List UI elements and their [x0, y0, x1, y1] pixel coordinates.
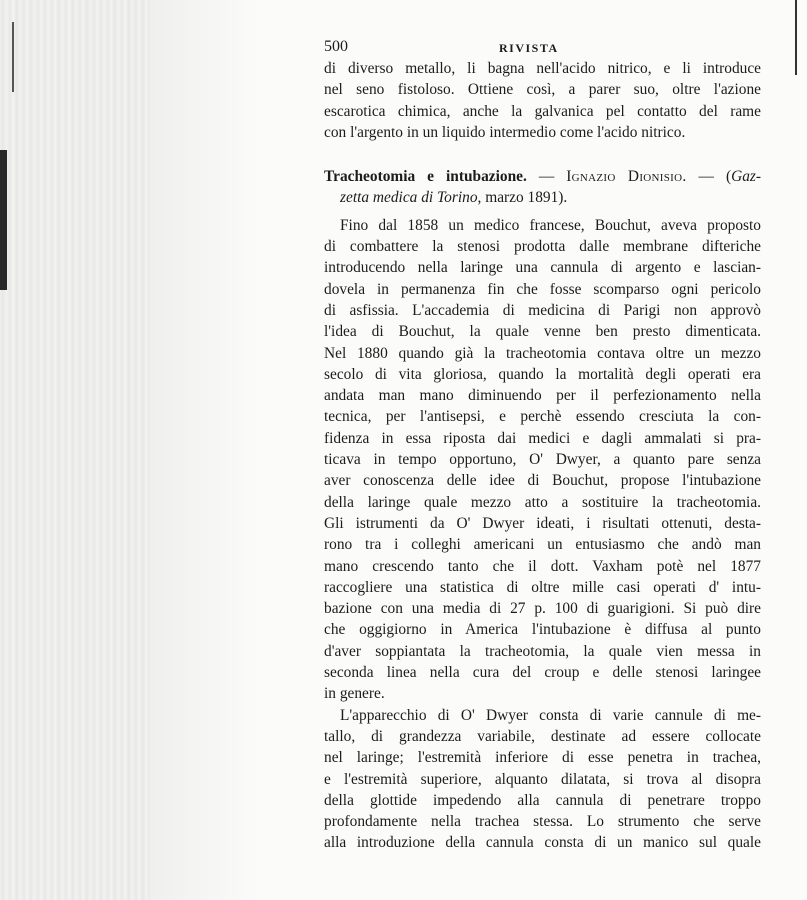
text-line: e l'estremità superiore, alquanto dilatata, si trova al disopra: [324, 770, 761, 788]
article-heading: [324, 166, 761, 209]
text-line: L'apparecchio di O' Dwyer consta di varie cannule di me-: [340, 706, 761, 724]
text-line: tecnica, per l'antisepsi, e perchè essendo cresciuta la con-: [324, 408, 761, 426]
heading-line: [324, 166, 761, 187]
source-fragment: Gaz-: [731, 168, 762, 186]
gutter-shadow: [150, 0, 260, 900]
text-line: raccogliere una statistica di oltre mille casi operati d' intu-: [324, 578, 761, 596]
text-line: alla introduzione della cannula consta di un manico sul quale: [324, 834, 761, 852]
text-line: che oggigiorno in America l'intubazione è diffusa al punto: [324, 621, 761, 639]
text-line: bazione con una media di 27 p. 100 di guarigioni. Si può dire: [324, 600, 761, 618]
page-gutter: [0, 0, 150, 900]
text-line: profondamente nella trachea stessa. Lo strumento che serve: [324, 813, 761, 831]
text-line: con l'argento in un liquido intermedio come l'acido nitrico.: [324, 123, 686, 141]
text-line: fidenza in essa riposta dai medici e dagli ammalati si pra-: [324, 429, 761, 447]
intro-paragraph: [324, 58, 761, 143]
text-line: nel seno fistoloso. Ottiene così, a parer suo, oltre l'azione: [324, 81, 761, 99]
text-line: introducendo nella laringe una cannula di argento e lascian-: [324, 259, 761, 277]
text-line: escarotica chimica, anche la galvanica pel contatto del rame: [324, 102, 761, 120]
page-body: [324, 36, 761, 854]
text-line: l'idea di Bouchut, la quale venne ben presto dimenticata.: [324, 323, 761, 341]
text-line: di diverso metallo, li bagna nell'acido nitrico, e li introduce: [324, 60, 761, 77]
text-line: d'aver soppiantata la tracheotomia, la quale vien messa in: [324, 642, 761, 660]
page-edge-rule: [795, 0, 797, 75]
text-line: della glottide impedendo alla cannula di penetrare troppo: [324, 791, 761, 809]
dash: — (: [686, 168, 732, 186]
text-line: Gli istrumenti da O' Dwyer ideati, i risultati ottenuti, desta-: [324, 514, 761, 532]
text-line: andata man mano diminuendo per il perfezionamento nella: [324, 387, 761, 405]
text-line: ticava in tempo opportuno, O' Dwyer, a quanto pare senza: [324, 451, 761, 469]
paragraph-2: [324, 705, 761, 854]
text-line: Nel 1880 quando già la tracheotomia contava oltre un mezzo: [324, 344, 761, 362]
running-head: [324, 36, 761, 56]
page-number: 500: [324, 38, 348, 55]
text-line: di asfissia. L'accademia di medicina di Parigi non approvò: [324, 301, 761, 319]
text-line: in genere.: [324, 685, 385, 703]
text-line: della laringe quale mezzo atto a sostituire la tracheotomia.: [324, 493, 761, 511]
text-line: tallo, di grandezza variabile, destinate ad essere collocate: [324, 727, 761, 745]
text-line: rono tra i colleghi americani un entusiasmo che andò man: [324, 536, 761, 554]
text-line: nel laringe; l'estremità inferiore di esse penetra in trachea,: [324, 749, 761, 767]
binding-mark-thin: [12, 22, 14, 92]
text-line: mano crescendo tanto che il dott. Vaxham potè nel 1877: [324, 557, 761, 575]
source-date: , marzo 1891).: [477, 189, 568, 207]
heading-line: [324, 187, 761, 208]
text-line: dovela in permanenza fin che fosse scomparso ogni pericolo: [324, 280, 761, 298]
dash: —: [526, 168, 567, 186]
article-author: Ignazio Dionisio.: [566, 168, 687, 186]
text-line: seconda linea nella cura del croup e delle stenosi laringee: [324, 664, 761, 682]
source-journal: zetta medica di Torino: [340, 189, 478, 207]
journal-title: RIVISTA: [499, 41, 559, 55]
text-line: Fino dal 1858 un medico francese, Bouchut, aveva proposto: [340, 216, 761, 234]
paragraph-1: [324, 215, 761, 705]
text-line: di combattere la stenosi prodotta dalle membrane difteriche: [324, 238, 761, 256]
binding-mark: [0, 150, 7, 290]
text-line: aver conoscenza delle idee di Bouchut, propose l'intubazione: [324, 472, 761, 490]
article-title: Tracheotomia e intubazione.: [324, 168, 527, 186]
text-line: secolo di vita gloriosa, quando la mortalità degli operati era: [324, 365, 761, 383]
